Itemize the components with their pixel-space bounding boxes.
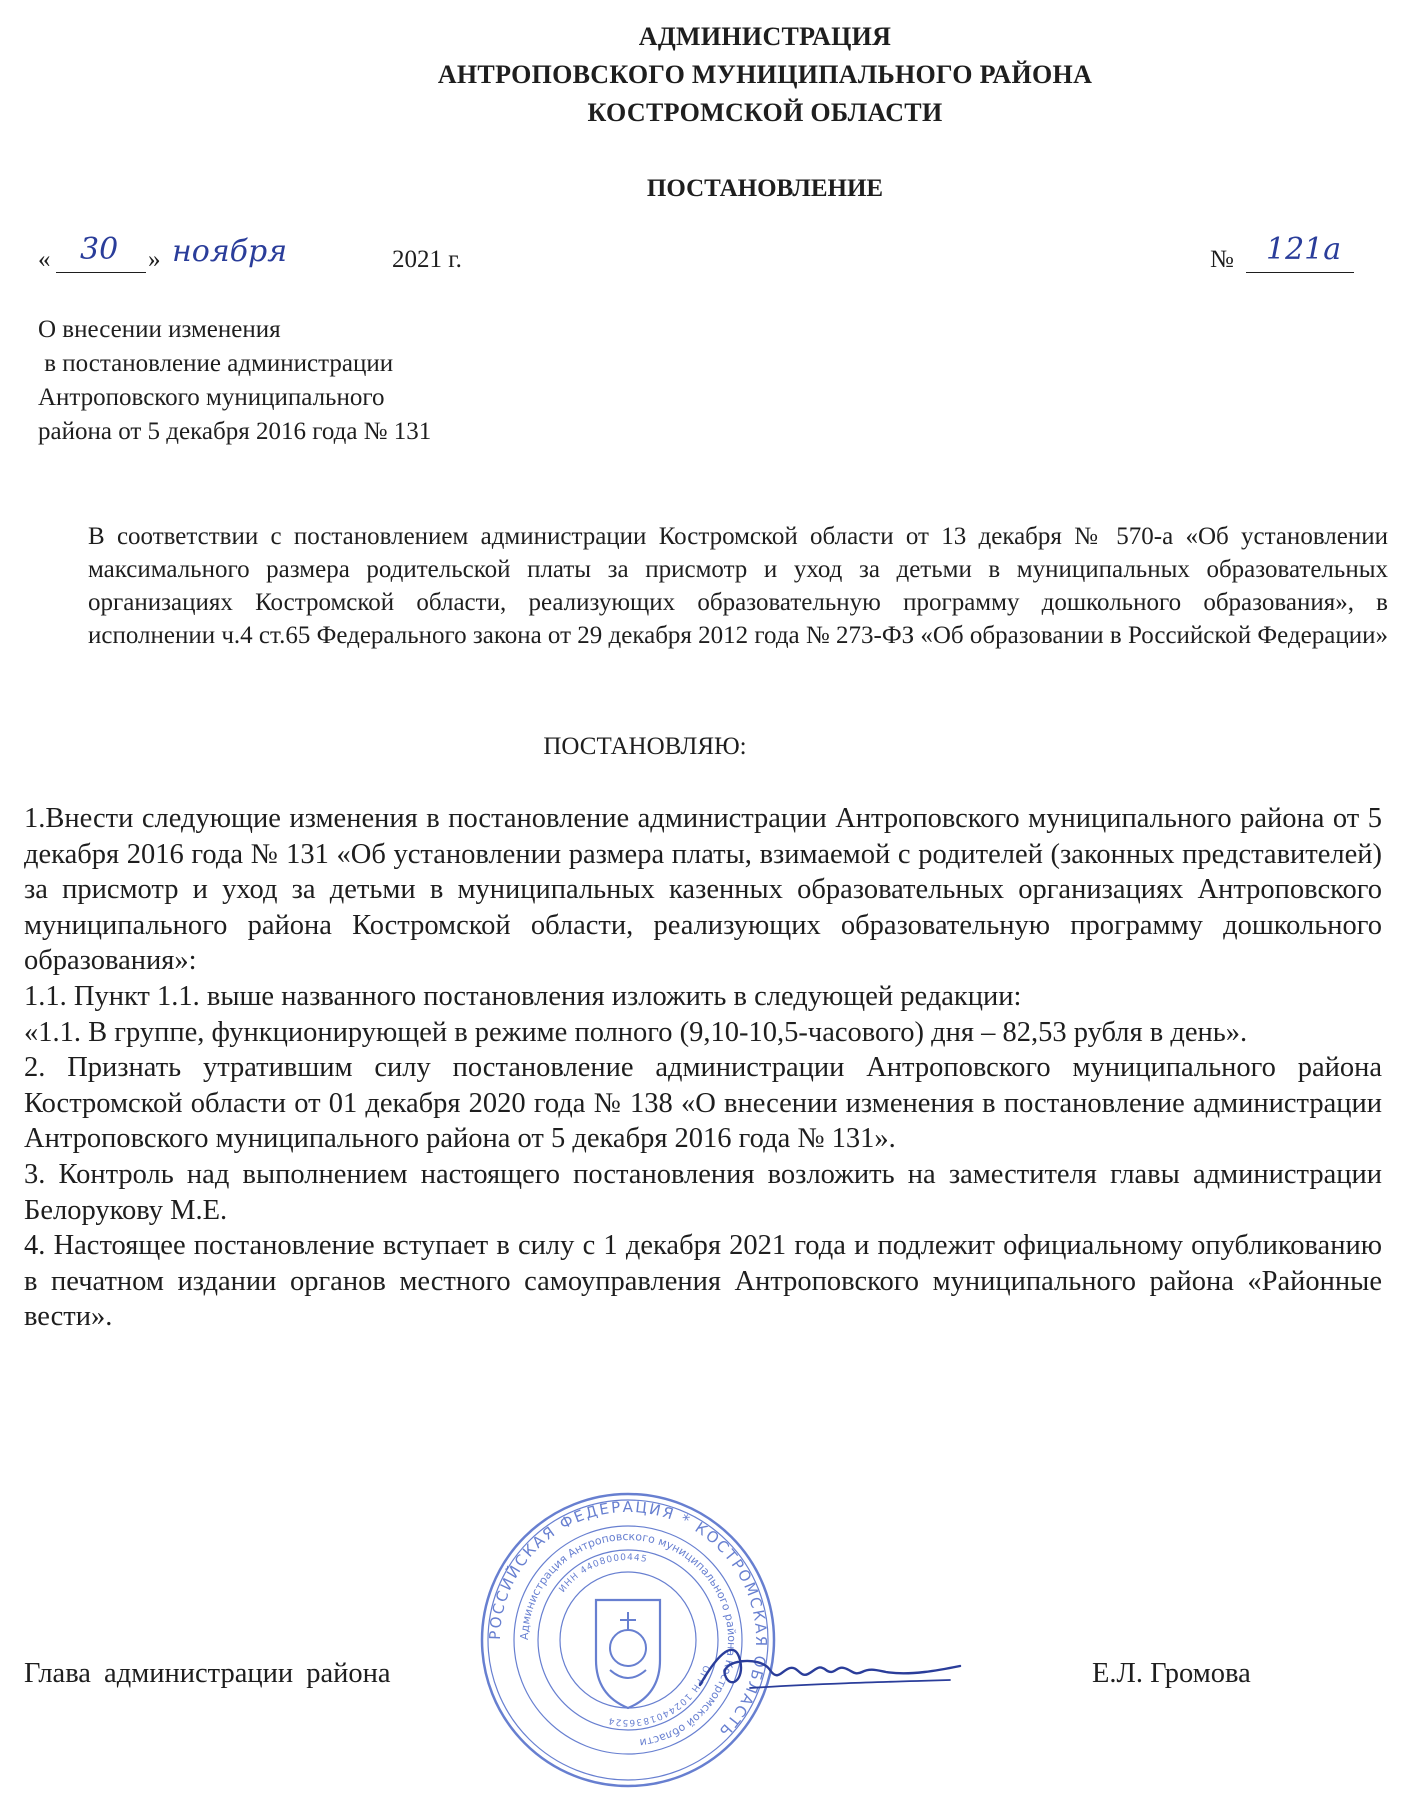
item-2: 2. Признать утратившим силу постановление администрации Антроповского муниципального района Костромской области от 01 декабря 2020 года № 138 «О внесении изменения в постановление администрации Антроповского муниципального района от 5 декабря 2016 года № 131». [24, 1052, 1382, 1155]
item-1: 1.Внести следующие изменения в постановление администрации Антроповского муниципального района от 5 декабря 2016 года № 131 «Об установлении размера платы, взимаемой с родителей (законных представителей) за присмотр и уход за детьми в муниципальных казенных образовательных организациях Антроповского муниципального района Костромской области, реализующих образовательную программу дошкольного образования»: [24, 803, 1382, 977]
item-1-1: 1.1. Пункт 1.1. выше названного постановления изложить в следующей редакции: [24, 980, 1022, 1012]
seal-outer-text: РОССИЙСКАЯ ФЕДЕРАЦИЯ * КОСТРОМСКАЯ ОБЛАСТЬ [485, 1497, 771, 1742]
subject-line-2: в постановление администрации [38, 350, 394, 377]
subject-line-3: Антроповского муниципального [38, 384, 385, 411]
decree-items [24, 801, 1382, 1335]
header-line-3: КОСТРОМСКОЙ ОБЛАСТИ [587, 98, 943, 127]
quote-open: « [38, 246, 51, 273]
day-underline [56, 272, 146, 273]
date-row [38, 232, 1368, 278]
seal-inner-text: Администрация Антроповского муниципального района Костромской области [517, 1529, 739, 1750]
seal-inn-text: ИНН 4408000445 [557, 1552, 649, 1595]
date-day-handwritten: 30 [80, 232, 119, 267]
handwritten-signature [690, 1630, 970, 1710]
preamble: В соответствии с постановлением администрации Костромской области от 13 декабря № 570-а «Об установлении максимального размера родительской платы за присмотр и уход за детьми в муниципальных образовательных организациях Костромской области, реализующих образовательную программу дошкольного образования», в исполнении ч.4 ст.65 Федерального закона от 29 декабря 2012 года № 273-ФЗ «Об образовании в Российской Федерации» [88, 523, 1388, 649]
number-prefix: № [1210, 246, 1234, 273]
subject-line-4: района от 5 декабря 2016 года № 131 [38, 418, 432, 445]
document-number-handwritten: 121а [1266, 232, 1342, 267]
document-title: ПОСТАНОВЛЕНИЕ [646, 175, 884, 202]
header-line-2: АНТРОПОВСКОГО МУНИЦИПАЛЬНОГО РАЙОНА [437, 60, 1093, 89]
date-month-handwritten: ноября [172, 234, 288, 269]
signer-position: Глава администрации района [24, 1658, 391, 1689]
item-4: 4. Настоящее постановление вступает в силу с 1 декабря 2021 года и подлежит официальному опубликованию в печатном издании органов местного самоуправления Антроповского муниципального района «Районные вести». [24, 1230, 1382, 1333]
decree-word: ПОСТАНОВЛЯЮ: [543, 733, 747, 760]
subject-line-1: О внесении изменения [38, 316, 281, 343]
quote-close: » [148, 246, 161, 273]
item-1-1-text: «1.1. В группе, функционирующей в режиме полного (9,10-10,5-часового) дня – 82,53 рубля в день». [24, 1016, 1248, 1048]
date-year: 2021 г. [392, 246, 462, 273]
number-underline [1246, 272, 1354, 273]
item-3: 3. Контроль над выполнением настоящего постановления возложить на заместителя главы администрации Белорукову М.Е. [24, 1158, 1382, 1226]
subject-block [38, 313, 431, 449]
signer-name: Е.Л. Громова [1092, 1658, 1251, 1689]
header-line-1: АДМИНИСТРАЦИЯ [638, 22, 892, 51]
seal-ogrn-text: ОГРН 1024401836524 [606, 1663, 711, 1728]
